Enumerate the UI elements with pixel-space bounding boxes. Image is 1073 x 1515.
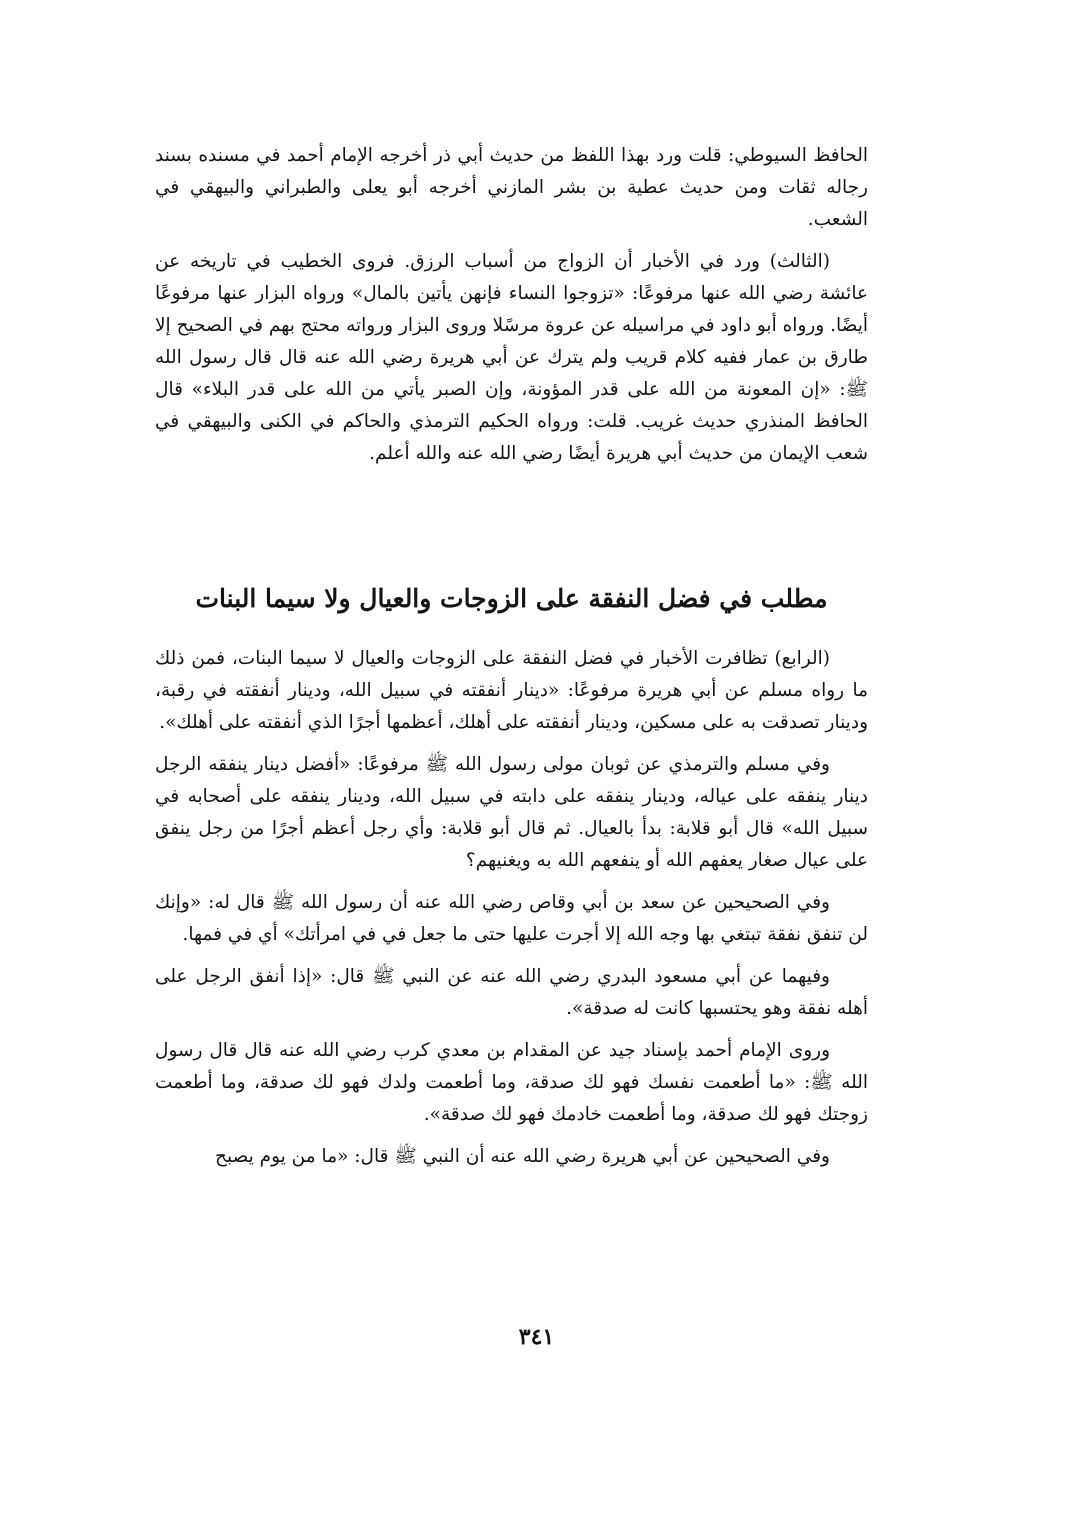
- paragraph-muslim-tirmidhi: وفي مسلم والترمذي عن ثوبان مولى رسول الله ﷺ مرفوعًا: «أفضل دينار ينفقه الرجل دينار ينفقه على عياله، ودينار ينفقه على دابته في سبيل الله، ودينار ينفقه على أصحابه في سبيل الله» قال أبو قلابة: بدأ بالعيال. ثم قال أبو قلابة: وأي رجل أعظم أجرًا من رجل ينفق على عيال صغار يعفهم الله أو ينفعهم الله به ويغنيهم؟: [155, 754, 868, 871]
- paragraph-gap: [155, 951, 868, 961]
- paragraph-gap: [155, 877, 868, 887]
- paragraph-suyuti: الحافظ السيوطي: قلت ورد بهذا اللفظ من حديث أبي ذر أخرجه الإمام أحمد في مسنده بسند رجاله ثقات ومن حديث عطية بن بشر المازني أخرجه أبو يعلى والطبراني والبيهقي في الشعب.: [155, 145, 868, 230]
- paragraph-gap: [155, 1131, 868, 1141]
- paragraph-fourth: (الرابع) تظافرت الأخبار في فضل النفقة على الزوجات والعيال لا سيما البنات، فمن ذلك ما رواه مسلم عن أبي هريرة مرفوعًا: «دينار أنفقته في سبيل الله، ودينار أنفقته في رقبة، ودينار تصدقت به على مسكين، ودينار أنفقته على أهلك، أعظمها أجرًا الذي أنفقته على أهلك».: [155, 648, 868, 733]
- paragraph-saad: وفي الصحيحين عن سعد بن أبي وقاص رضي الله عنه أن رسول الله ﷺ قال له: «وإنك لن تنفق نفقة تبتغي بها وجه الله إلا أجرت عليها حتى ما جعل في في امرأتك» أي في فمها.: [155, 892, 868, 945]
- paragraph-gap: [155, 236, 868, 246]
- lower-text-block: [155, 643, 868, 1173]
- section-title: مطلب في فضل النفقة على الزوجات والعيال ولا سيما البنات: [195, 584, 828, 613]
- paragraph-abu-hurayra: وفي الصحيحين عن أبي هريرة رضي الله عنه أن النبي ﷺ قال: «ما من يوم يصبح: [215, 1146, 830, 1167]
- paragraph-third: (الثالث) ورد في الأخبار أن الزواج من أسباب الرزق. فروى الخطيب في تاريخه عن عائشة رضي الله عنها مرفوعًا: «تزوجوا النساء فإنهن يأتين بالمال» ورواه البزار عنها مرفوعًا أيضًا. ورواه أبو داود في مراسيله عن عروة مرسًلا وروى البزار ورواته محتج بهم في الصحيح إلا طارق بن عمار ففيه كلام قريب ولم يترك عن أبي هريرة رضي الله عنه قال قال رسول الله ﷺ: «إن المعونة من الله على قدر المؤونة، وإن الصبر يأتي من الله على قدر البلاء» قال الحافظ المنذري حديث غريب. قلت: ورواه الحكيم الترمذي والحاكم في الكنى والبيهقي في شعب الإيمان من حديث أبي هريرة أيضًا رضي الله عنه والله أعلم.: [155, 251, 868, 464]
- paragraph-gap: [155, 1025, 868, 1035]
- paragraph-gap: [155, 739, 868, 749]
- paragraph-miqdam: وروى الإمام أحمد بإسناد جيد عن المقدام بن معدي كرب رضي الله عنه قال قال رسول الله ﷺ: «ما أطعمت نفسك فهو لك صدقة، وما أطعمت ولدك فهو لك صدقة، وما أطعمت زوجتك فهو لك صدقة، وما أطعمت خادمك فهو لك صدقة».: [155, 1040, 868, 1125]
- paragraph-abu-masud: وفيهما عن أبي مسعود البدري رضي الله عنه عن النبي ﷺ قال: «إذا أنفق الرجل على أهله نفقة وهو يحتسبها كانت له صدقة».: [155, 966, 868, 1019]
- upper-text-block: [155, 140, 868, 470]
- page-number: ٣٤١: [518, 1324, 555, 1350]
